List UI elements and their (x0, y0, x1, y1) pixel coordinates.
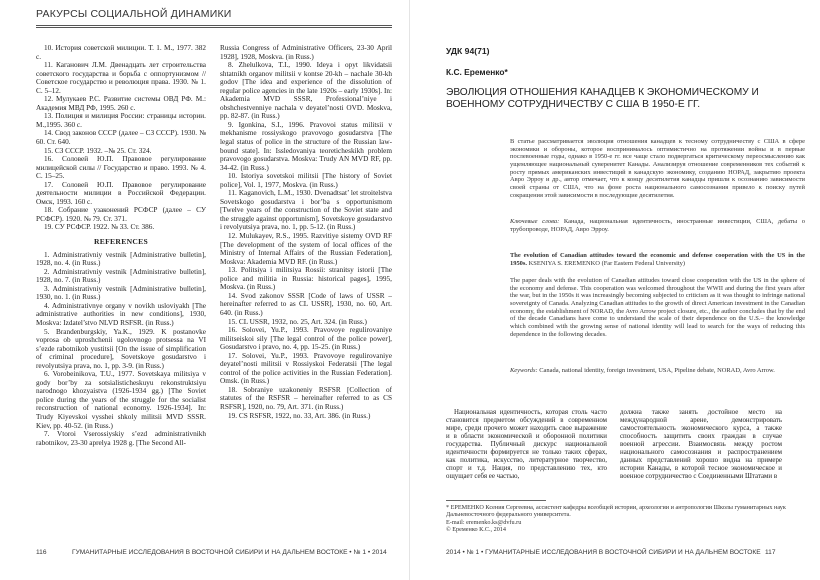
page-number: 117 (765, 549, 776, 556)
footnote-email: E-mail: eremenko.ks@dvfu.ru (446, 518, 522, 526)
reference-item: 8. Zhelulkova, T.I., 1990. Ideya i opyt likvidatsii shtatnikh organov militsii v kontse 20-kh – nachale 30-kh godov [The idea and experience of the dissolution of regular police agencies in the late 1920s – early 1930s]. In: Akademia MVD SSSR, Professional’niye i obshchestvenniye nachala v deyatel’nosti OVD. Moskva, pp. 82-87. (in Russ.) (220, 61, 392, 121)
reference-item: 10. История советской милиции. Т. 1. М., 1977. 382 с. (36, 44, 206, 61)
reference-item: 10. Istoriya sovetskoi militsii [The history of Soviet police], Vol. 1, 1977, Moskva. (in Russ.) (220, 172, 392, 189)
reference-item: 18. Sobraniye uzakoneniy RSFSR [Collection of statutes of the RSFSR – hereinafter referred to as CS RSFSR], 1920, no. 79, Art. 371. (in Russ.) (220, 385, 392, 411)
body-paragraph: Национальная идентичность, которая столь часто становится предметом обсуждений в современном мире, среди прочего может находить свое выражение и в области экономической и оборонной политики государства. Публичный дискурс национальной идентичности формируется не только таких сферах, как политика, искусство, литературное творчество, спорт и т.д. Нация, по представлению тех, кто ощущает себя ее частью, (446, 409, 607, 480)
reference-item: 12. Mulukayev, R.S., 1995. Razvitiye sistemy OVD RF [The development of the system of local offices of the Ministry of Internal Affairs of the Russian Federation], Moskva: Akademia MVD RF. (in Russ.) (220, 232, 392, 266)
reference-item: 3. Administrativniy vestnik [Administrative bulletin], 1930, no. 1. (in Russ.) (36, 284, 206, 302)
abstract-english-heading (510, 252, 805, 267)
keywords-text: Canada, national identity, foreign investment, USA, Pipeline debate, NORAD, Avro Arrow. (539, 367, 775, 374)
reference-item: 4. Administrativnye organy v novikh usloviyakh [The administrative authorities in new conditions], 1930, Moskva: Izdatel’stvo NLVD RSFSR. (in Russ.) (36, 301, 206, 327)
reference-item: Russia Congress of Administrative Officers, 23-30 April 1928], 1928, Moskva. (in Russ.) (220, 44, 392, 61)
header-rule (36, 27, 392, 28)
keywords-text: Канада, национальная идентичность, иностранные инвестиции, США, дебаты о трубопроводе, НОРАД, Авро Эрроу. (510, 218, 805, 233)
references-heading: REFERENCES (93, 237, 149, 247)
keywords-english (510, 367, 805, 375)
english-title: The evolution of Canadian attitudes toward the economic and defense cooperation with the US in the 1950s. (510, 252, 805, 267)
reference-item: 11. Каганович Л.М. Двенадцать лет строительства советского государства и борьба с оппортунизмом // Советское государство и революция права. 1930. № 1. С. 5–12. (36, 61, 206, 95)
keywords-russian (510, 218, 805, 233)
header-rule (36, 25, 392, 26)
journal-footer: ГУМАНИТАРНЫЕ ИССЛЕДОВАНИЯ В ВОСТОЧНОЙ СИБИРИ И НА ДАЛЬНЕМ ВОСТОКЕ • № 1 • 2014 (72, 549, 387, 556)
reference-item: 13. Полиция и милиция России: страницы истории. М.,1995. 360 с. (36, 112, 206, 129)
reference-item: 1. Administrativniy vestnik [Administrative bulletin], 1928, no. 4. (in Russ.) (36, 250, 206, 268)
right-page (410, 0, 820, 580)
reference-item: 18. Собрание узаконений РСФСР (далее – СУ РСФСР). 1920. № 79. Ст. 371. (36, 206, 206, 223)
footnote-copyright: © Еременко К.С., 2014 (446, 525, 506, 533)
reference-item: 14. Свод законов СССР (далее – СЗ СССР). 1930. № 60. Ст. 640. (36, 129, 206, 147)
reference-item: 17. Solovei, Yu.P., 1993. Pravovoye regulirovaniye deyatel’nosti militsii v Rossiyskoi Federatsii [The legal control of the police activities in the Russian Federation]. Omsk. (in Russ.) (220, 351, 392, 386)
reference-item: 19. СУ РСФСР. 1922. № 33. Ст. 386. (44, 223, 155, 232)
page-number: 116 (36, 549, 47, 556)
keywords-label: Keywords: (510, 367, 538, 374)
article-title: ЭВОЛЮЦИЯ ОТНОШЕНИЯ КАНАДЦЕВ К ЭКОНОМИЧЕСКОМУ И ВОЕННОМУ СОТРУДНИЧЕСТВУ С США В 1950-Е ГГ. (446, 87, 759, 111)
reference-item: 11. Kaganovich, L.M., 1930. Dvenadtsat’ let stroitelstva Sovetskogo gosudarstva i bor’ba s opportunismom [Twelve years of the construction of the Soviet state and the struggle against opportunism], Sovetskoye gosudarstvo i revolyutsiya prava, no. 1, pp. 5-12. (in Russ.) (220, 189, 392, 232)
body-column-1 (446, 409, 607, 497)
abstract-russian (510, 138, 805, 199)
footnote-rule (446, 500, 546, 501)
reference-item: 6. Vorobeinikova, T.U., 1977. Sovetskaya militsiya v gody bor’by za sotsialisticheskuyu rekonstruktsiyu narodnogo khozyaistva (1926-1934 gg.) [The Soviet police during the years of the struggle for the socialist reconstruction of national economy. 1926-1934]. In: Trudy Kiyevskoi vysshei shkoly militsii MVD SSSR. Kiev, pp. 40-52. (in Russ.) (36, 370, 206, 430)
left-column-2 (220, 44, 392, 548)
author-footnote (446, 504, 791, 533)
reference-item: 7. Vtoroi Vserossiyskiy s’ezd administrativnikh rabotnikov, 23-30 aprelya 1928 g. [The Second All- (36, 430, 206, 447)
udc-code: УДК 94(71) (446, 46, 490, 56)
reference-item: 12. Мулукаев Р.С. Развитие системы ОВД РФ. М.: Академия МВД РФ, 1995. 260 с. (36, 95, 206, 112)
reference-item: 13. Politsiya i militsiya Rossii: stranitsy istorii [The police and militia in Russia: historical pages], 1995, Moskva. (in Russ.) (220, 266, 392, 292)
reference-item: 5. Brandenburgskiy, Ya.K., 1929. K postanovke voprosa ob uproshchenii ugolovnogo protsessa na VI s’ezde rabotnikob yustitsii [On the issue of simplification of criminal procedure], Sovetskoye gosudarstvo i revolyutsiya prava, no. 1, pp. 3-9. (in Russ.) (36, 327, 206, 370)
reference-item: 15. CL USSR, 1932, no. 25, Art. 324. (in Russ.) (228, 317, 367, 326)
journal-section-header: РАКУРСЫ СОЦИАЛЬНОЙ ДИНАМИКИ (36, 8, 232, 20)
footnote-author-info: * ЕРЕМЕНКО Ксения Сергеевна, ассистент кафедры всеобщей истории, археологии и антропологии Школы гуманитарных наук Дальневосточного федерального университета. (446, 504, 786, 519)
body-paragraph: должна также занять достойное место на международной арене, демонстрировать самостоятельность экономического курса, а также способность защитить своих граждан в случае военной агрессии. Взаимосвязь между ростом национального самосознания и распространением данных представлений хорошо видна на примере истории Канады, в которой тесное экономическое и военное сотрудничество с Соединенными Штатами в (620, 409, 782, 480)
reference-item: 2. Administrativniy vestnik [Administrative bulletin], 1928, no. 7. (in Russ.) (36, 267, 206, 285)
body-column-2 (620, 409, 782, 497)
reference-item: 19. CS RSFSR, 1922, no. 33, Art. 386. (in Russ.) (228, 411, 371, 420)
abstract-text: В статье рассматривается эволюция отношения канадцев к тесному сотрудничеству с США в сфере экономики и обороны, которое воспринималось оптимистично на протяжении войны и в первые послевоенные годы, однако в 1950-е гг. все чаще стало подвергаться критическому переосмыслению как ущемляющее национальный суверенитет Канады. Анализируя отношение современников тех событий к росту прямых американских инвестиций в канадскую экономику, созданию НОРАД, закрытию проекта Авро Эрроу и др., автор отмечает, что к концу десятилетия канадцы пришли к осознанию зависимости своей страны от США, что на фоне роста национального самосознания привело к поиску путей сокращения этой зависимости в последующие десятилетия. (510, 138, 805, 199)
reference-item: 9. Igonkina, S.I., 1996. Pravovoi status militsii v mekhanisme rossiyskogo pravovogo gosudarstva [The legal status of police in the structure of the Russian law-bound state]. In: Issledovaniya teoreticheskikh problem pravovogo gosudarstva. Moskva: Trudy AN MVD RF, pp. 34-42. (in Russ.) (220, 120, 392, 172)
reference-item: 17. Соловей Ю.П. Правовое регулирование деятельности милиции в Российской Федерации. Омск, 1993. 160 с. (36, 180, 206, 206)
journal-footer: 2014 • № 1 • ГУМАНИТАРНЫЕ ИССЛЕДОВАНИЯ В ВОСТОЧНОЙ СИБИРИ И НА ДАЛЬНЕМ ВОСТОКЕ (446, 549, 761, 556)
abstract-english (510, 277, 805, 338)
keywords-label: Ключевые слова: (510, 218, 560, 225)
reference-item: 15. СЗ СССР. 1932. –№ 25. Ст. 324. (44, 146, 152, 155)
left-column-1 (36, 44, 206, 548)
reference-item: 16. Соловей Ю.П. Правовое регулирование милицейской силы // Государство и право. 1993. № 4. С. 15–25. (36, 155, 206, 181)
reference-item: 14. Svod zakonov SSSR [Code of laws of USSR – hereinafter referred to as CL USSR], 1930, no. 60, Art. 640. (in Russ.) (220, 291, 392, 317)
reference-item: 16. Solovei, Yu.P., 1993. Pravovoye regulirovaniye militseiskoi sily [The legal control of the police power], Gosudarstvo i pravo, no. 4, pp. 15-25. (in Russ.) (220, 326, 392, 352)
article-author: К.С. Еременко* (446, 67, 508, 77)
english-author: KSENIYA S. EREMENKO (Far Eastern Federal University) (528, 259, 686, 267)
abstract-text: The paper deals with the evolution of Canadian attitudes toward close cooperation with the US in the sphere of the economy and defense. This cooperation was welcomed throughout the WWII and during the first years after the war, but in the 1950s it was increasingly becoming subjected to criticism as it was thought to infringe national sovereignty of Canada. Analyzing Canadian attitudes to the growth of direct American investment in the Canadian economy, the establishment of NORAD, the Avro Arrow project closure, etc., the author concludes that by the end of the decade Canadians have come to understand the scale of their dependence on the U.S.– the knowledge which combined with the growing sense of national identity will lead to search for the ways of reducing this dependence in the following decades. (510, 277, 805, 338)
